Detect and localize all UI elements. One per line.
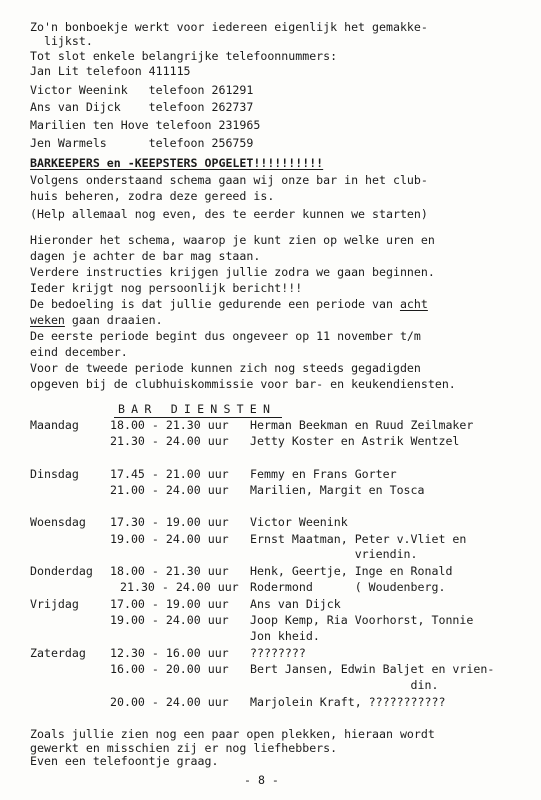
contact-line: Jan Lit telefoon 411115 bbox=[30, 64, 191, 78]
schedule-time: 17.30 - 19.00 uur bbox=[110, 515, 229, 529]
underlined-word: acht bbox=[399, 297, 428, 311]
intro-line-1: Zo'n bonboekje werkt voor iedereen eigenlijk het gemakke- bbox=[30, 20, 428, 34]
body-line: Ieder krijgt nog persoonlijk bericht!!! bbox=[30, 281, 303, 295]
schedule-time: 18.00 - 21.30 uur bbox=[110, 564, 229, 578]
underlined-word: weken bbox=[30, 313, 65, 327]
intro-line-2: lijkst. bbox=[30, 34, 93, 48]
schedule-names: Joop Kemp, Ria Voorhorst, Tonnie bbox=[250, 613, 474, 627]
schedule-day: Woensdag bbox=[30, 515, 86, 529]
schedule-names: din. bbox=[250, 678, 439, 692]
body-line: (Help allemaal nog even, des te eerder kunnen we starten) bbox=[30, 207, 428, 221]
body-line: Hieronder het schema, waarop je kunt zien op welke uren en bbox=[30, 233, 435, 247]
schedule-title: BAR DIENSTEN bbox=[114, 402, 282, 418]
contact-line: Ans van Dijck telefoon 262737 bbox=[30, 100, 254, 114]
contact-line: Jen Warmels telefoon 256759 bbox=[30, 136, 254, 150]
schedule-names: Femmy en Frans Gorter bbox=[250, 467, 397, 481]
body-line bbox=[30, 297, 428, 312]
contact-line: Victor Weenink telefoon 261291 bbox=[30, 83, 254, 97]
body-line: De eerste periode begint dus ongeveer op 11 november t/m bbox=[30, 329, 421, 343]
schedule-names: Marjolein Kraft, ??????????? bbox=[250, 695, 446, 709]
schedule-time: 17.45 - 21.00 uur bbox=[110, 467, 229, 481]
body-text: gaan draaien. bbox=[64, 313, 163, 327]
schedule-names: Henk, Geertje, Inge en Ronald bbox=[250, 564, 453, 578]
body-line bbox=[30, 313, 163, 328]
body-line: opgeven bij de clubhuiskommissie voor bar- en keukendiensten. bbox=[30, 377, 456, 391]
schedule-day: Donderdag bbox=[30, 564, 93, 578]
schedule-names: Victor Weenink bbox=[250, 515, 348, 529]
schedule-time: 21.30 - 24.00 uur bbox=[120, 580, 239, 594]
schedule-names: ???????? bbox=[250, 646, 306, 660]
schedule-time: 21.00 - 24.00 uur bbox=[110, 483, 229, 497]
outro-line: gewerkt en misschien zij er nog liefhebbers. bbox=[30, 741, 338, 755]
schedule-names: Bert Jansen, Edwin Baljet en vrien- bbox=[250, 662, 495, 676]
schedule-day: Vrijdag bbox=[30, 597, 79, 611]
outro-line: Zoals jullie zien nog een paar open plekken, hieraan wordt bbox=[30, 727, 435, 741]
schedule-names: Ernst Maatman, Peter v.Vliet en bbox=[250, 532, 467, 546]
schedule-names: Ans van Dijck bbox=[250, 597, 341, 611]
body-line: Verdere instructies krijgen jullie zodra we gaan beginnen. bbox=[30, 265, 435, 279]
contact-line: Marilien ten Hove telefoon 231965 bbox=[30, 118, 261, 132]
schedule-time: 21.30 - 24.00 uur bbox=[110, 434, 229, 448]
body-line: dagen je achter de bar mag staan. bbox=[30, 249, 261, 263]
schedule-time: 19.00 - 24.00 uur bbox=[110, 532, 229, 546]
schedule-time: 18.00 - 21.30 uur bbox=[110, 418, 229, 432]
schedule-time: 19.00 - 24.00 uur bbox=[110, 613, 229, 627]
schedule-names: Jetty Koster en Astrik Wentzel bbox=[250, 434, 460, 448]
section-heading: BARKEEPERS en -KEEPSTERS OPGELET!!!!!!!!!! bbox=[30, 156, 324, 170]
schedule-names: vriendin. bbox=[250, 547, 418, 561]
page-number: - 8 - bbox=[244, 773, 279, 787]
schedule-time: 17.00 - 19.00 uur bbox=[110, 597, 229, 611]
body-text: De bedoeling is dat jullie gedurende een periode van bbox=[30, 297, 400, 311]
schedule-time: 16.00 - 20.00 uur bbox=[110, 662, 229, 676]
schedule-day: Maandag bbox=[30, 418, 79, 432]
body-line: Voor de tweede periode kunnen zich nog steeds gegadigden bbox=[30, 361, 421, 375]
schedule-names: Rodermond ( Woudenberg. bbox=[250, 580, 446, 594]
outro-line: Even een telefoontje graag. bbox=[30, 754, 219, 768]
schedule-day: Dinsdag bbox=[30, 467, 79, 481]
schedule-names: Jon kheid. bbox=[250, 629, 320, 643]
body-line: Volgens onderstaand schema gaan wij onze bar in het club- bbox=[30, 173, 428, 187]
schedule-time: 20.00 - 24.00 uur bbox=[110, 695, 229, 709]
intro-line-3: Tot slot enkele belangrijke telefoonnummers: bbox=[30, 49, 338, 63]
body-line: huis beheren, zodra deze gereed is. bbox=[30, 189, 275, 203]
schedule-day: Zaterdag bbox=[30, 646, 86, 660]
schedule-names: Marilien, Margit en Tosca bbox=[250, 483, 425, 497]
schedule-names: Herman Beekman en Ruud Zeilmaker bbox=[250, 418, 474, 432]
body-line: eind december. bbox=[30, 345, 128, 359]
schedule-time: 12.30 - 16.00 uur bbox=[110, 646, 229, 660]
